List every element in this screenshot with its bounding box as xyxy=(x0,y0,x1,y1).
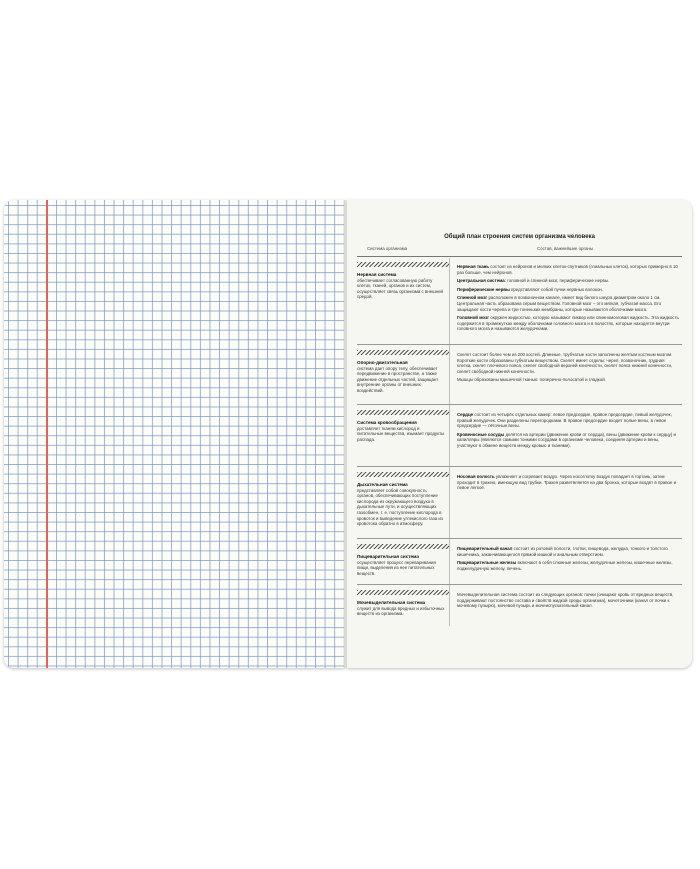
organs-cell xyxy=(457,412,679,452)
row-hatch xyxy=(357,472,449,477)
organ-text: окружен жидкостью, которую называют ликвор или спинномозговая жидкость. Эта жидкость содержится в промежутках между оболочками головного мозга и в полостях, которые находятся внутри головного мозга и называются желудочками. xyxy=(457,315,679,332)
organ-term: Пищеварительные железы xyxy=(457,560,517,566)
row-hatch xyxy=(357,544,449,549)
organ-text: представляют собой пучки нервных волокон. xyxy=(509,286,604,292)
organ-term: Центральная система xyxy=(457,278,505,284)
system-name: Мочевыделительная система xyxy=(357,600,426,605)
system-name: Дыхательная система xyxy=(357,482,408,487)
organ-term: Головной мозг xyxy=(457,315,490,321)
organ-text: включают в себя слюнные железы, желудочные железы, кишечные железы, поджелудочную железу, печень. xyxy=(457,560,673,571)
organ-term: Сердце xyxy=(457,412,474,417)
system-cell xyxy=(357,600,445,617)
grid-page xyxy=(4,200,345,668)
system-description: обеспечивает согласованную работу клеток, тканей, органов и их систем, осуществляет связь организма с внешней средой. xyxy=(357,277,443,300)
info-page xyxy=(347,200,692,668)
header-divider xyxy=(357,256,682,257)
organs-cell xyxy=(457,592,679,612)
system-description: система дает опору телу, обеспечивает передвижение в пространстве, а также движение отдельных частей, защищает внутренние органы от внешних воздействий. xyxy=(357,365,439,393)
row-hatch xyxy=(357,590,449,595)
system-description: осуществляет процесс переваривания пищи, выделения из нее питательных веществ. xyxy=(357,559,436,576)
row-hatch xyxy=(357,410,449,415)
organ-text: состоит из нейронов и мелких клеток-спутников (глиальных клеток), которых примерно в 10 раз больше, чем нейронов. xyxy=(457,264,678,275)
organ-text: Мочевыделительная система состоит из следующих органов: почки (очищают кровь от вредных веществ, поддерживают постоянство состава и свойств жидкой среды организма), мочеточники (канал от почки к мочевому пузырю), мочевой пузырь и мочеиспускательный канал. xyxy=(457,592,674,609)
organs-cell xyxy=(457,474,679,494)
row-separator xyxy=(357,466,682,467)
organ-term: Периферические нервы xyxy=(457,286,510,292)
organ-text: : головной и спинной мозг, периферические нервы. xyxy=(504,278,610,284)
organ-term: Нервная ткань xyxy=(457,264,490,269)
system-name: Опорно-двигательная xyxy=(357,360,408,365)
system-cell xyxy=(357,554,445,576)
organ-term: Спинной мозг xyxy=(457,295,488,301)
organ-text: состоит из четырёх отдельных камер: левое предсердие, правое предсердие, левый желудочек, правый желудочек. Они разделены перегородками. В правое предсердие входят полые вены, в левое предсердие — лёгочные вены. xyxy=(457,412,672,429)
row-hatch xyxy=(357,262,449,267)
organ-term: Пищеварительный канал xyxy=(457,546,513,551)
organ-text: Мышцы образованы мышечной тканью: поперечно-полосатой и гладкой. xyxy=(457,377,606,383)
column-header-system: Система организма xyxy=(367,246,408,251)
system-cell xyxy=(357,482,445,527)
system-name: Пищеварительная система xyxy=(357,554,419,559)
system-name: Нервная система xyxy=(357,272,397,277)
organ-term: Носовая полость xyxy=(457,474,495,479)
organs-cell xyxy=(457,546,679,574)
system-description: представляет собой совокупность органов, обеспечивающих поступление кислорода из окружающего воздуха в дыхательные пути, и осуществляющих газообмен, т. е. поступление кислорода в кровоток и выведение углекислого газа из кровотока обратно в атмосферу. xyxy=(357,487,443,527)
organ-term: Кровеносные сосуды xyxy=(457,431,505,437)
row-separator xyxy=(357,584,682,585)
system-cell xyxy=(357,272,445,300)
system-description: доставляет тканям кислород и питательные вещества, изымает продукты распада. xyxy=(357,425,445,442)
row-separator xyxy=(357,404,682,405)
margin-line xyxy=(46,200,48,668)
system-name: Система кровообращения xyxy=(357,420,417,425)
row-hatch xyxy=(357,350,449,355)
column-header-organs: Состав, важнейшие органы xyxy=(536,246,593,251)
organ-text: Скелет состоит более чем из 200 костей. Длинные, трубчатые кости заполнены желтым костным мозгом. Короткие кости образованы губчатым веществом. Скелет имеет отделы: череп, позвоночник, грудная клетка, скелет плечевого пояса, скелет свободной верхней конечности, скелет пояса нижней конечности, скелет свободной нижней конечности. xyxy=(457,352,673,374)
system-description: служит для вывода вредных и избыточных веществ из организма. xyxy=(357,605,445,617)
organ-text: состоит из ротовой полости, глотки, пищевода, желудка, тонкого и толстого кишечника, заканчивающегося прямой кишкой и анальным отверстием. xyxy=(457,546,668,557)
organ-text: расположен в позвоночном канале, имеет вид белого шнура диаметром около 1 см. Центральная часть образована серым веществом. Головной мозг – это мягкая, губчатая масса. Его защищают кости черепа и три тоненьких мембраны, которые называются оболочками мозга. xyxy=(457,295,662,312)
organ-text: увлажняет и согревает воздух. Через носоглотку воздух попадает в гортань, затем проходит в трахею, имеющую вид трубки. Трахея разветвляется на два бронха, которые входят в правое и левое легкое. xyxy=(457,474,677,491)
system-cell xyxy=(357,360,445,394)
notebook-spread xyxy=(4,200,692,668)
system-cell xyxy=(357,420,445,442)
organs-cell xyxy=(457,264,679,335)
row-separator xyxy=(357,344,682,345)
row-separator xyxy=(357,538,682,539)
column-divider xyxy=(449,258,450,626)
table-title: Общий план строения систем организма человека xyxy=(444,234,595,240)
organ-text: делятся на артерии (движение крови от сердца), вены (движение крови к сердцу) и капилляры (являются самыми тонкими сосудами в организме человека, соединяя артерии и вены, участвуют в обмене веществ между кровью и тканями). xyxy=(457,431,677,448)
organs-cell xyxy=(457,352,679,386)
